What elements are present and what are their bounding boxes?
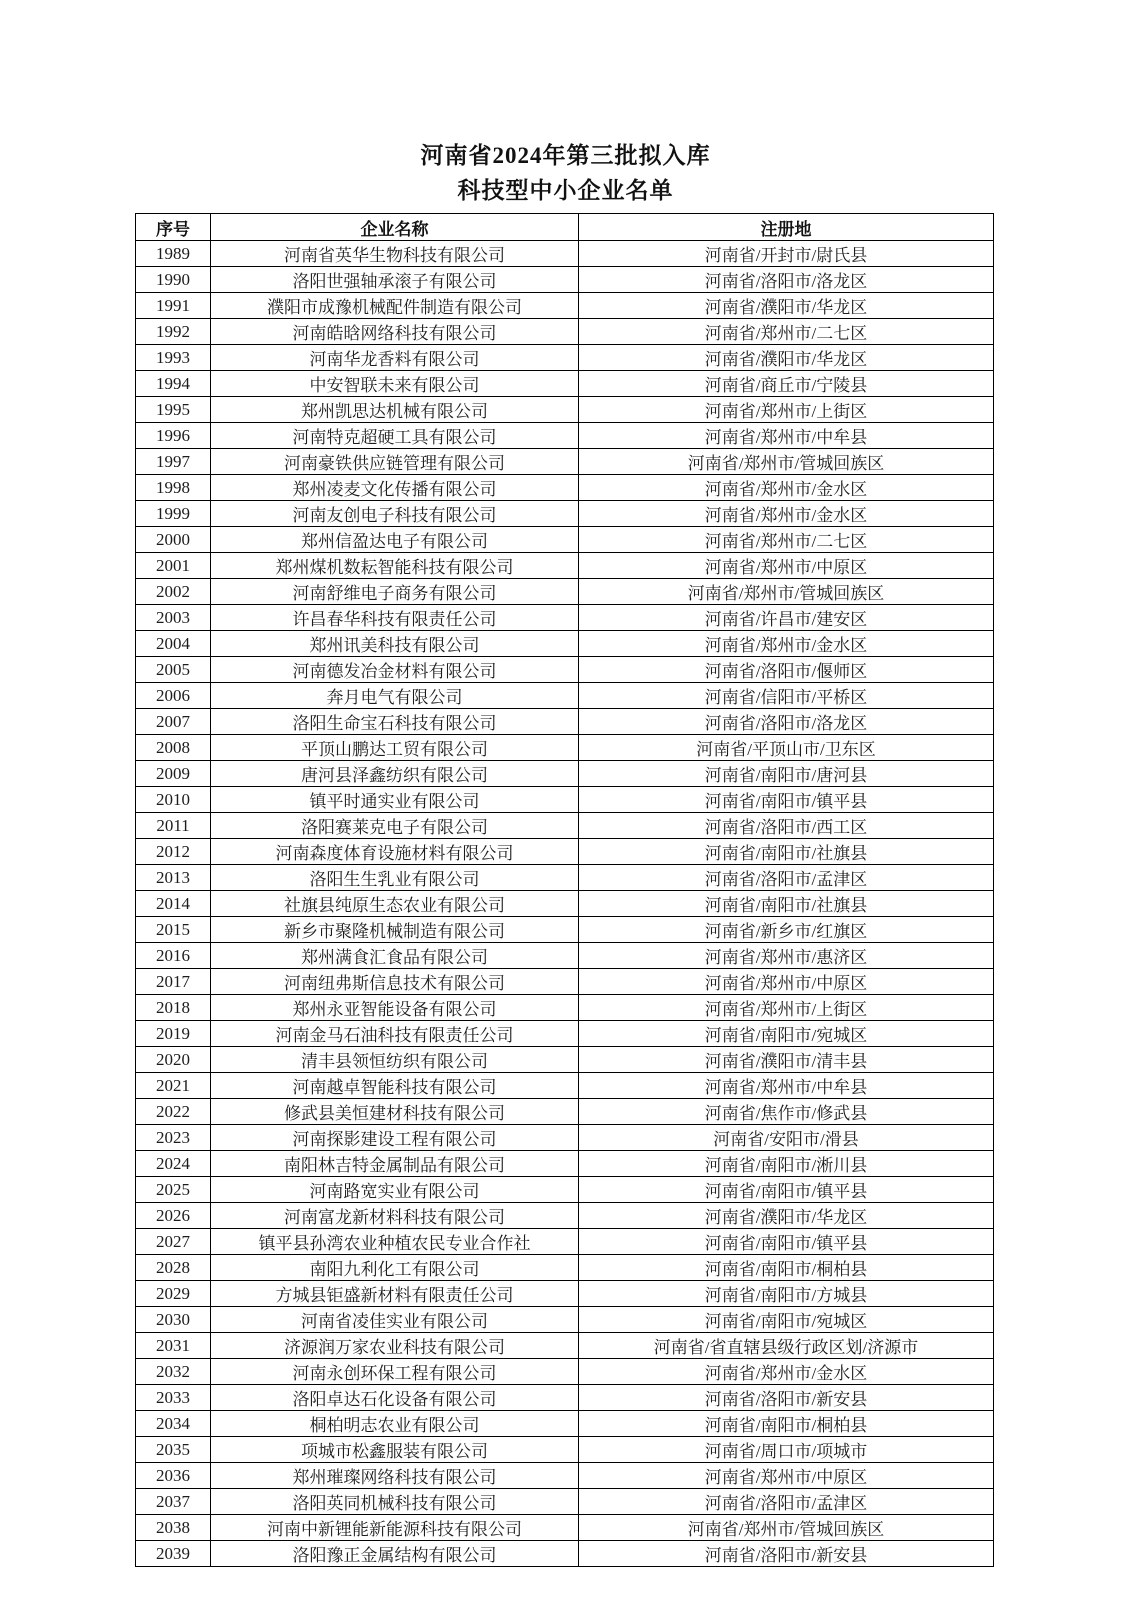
registration-place-cell: 河南省/洛阳市/洛龙区 xyxy=(579,267,994,293)
registration-place-cell: 河南省/南阳市/宛城区 xyxy=(579,1021,994,1047)
table-row xyxy=(136,475,994,501)
company-name-cell: 社旗县纯原生态农业有限公司 xyxy=(211,891,579,917)
registration-place-cell: 河南省/平顶山市/卫东区 xyxy=(579,735,994,761)
serial-cell: 1995 xyxy=(136,397,211,423)
serial-cell: 2003 xyxy=(136,605,211,631)
serial-cell: 2027 xyxy=(136,1229,211,1255)
serial-cell: 1994 xyxy=(136,371,211,397)
table-row xyxy=(136,553,994,579)
table-row xyxy=(136,1307,994,1333)
company-name-cell: 河南永创环保工程有限公司 xyxy=(211,1359,579,1385)
registration-place-cell: 河南省/郑州市/金水区 xyxy=(579,1359,994,1385)
table-header xyxy=(136,214,994,241)
company-name-cell: 方城县钜盛新材料有限责任公司 xyxy=(211,1281,579,1307)
serial-cell: 2033 xyxy=(136,1385,211,1411)
serial-cell: 2019 xyxy=(136,1021,211,1047)
company-name-cell: 河南德发冶金材料有限公司 xyxy=(211,657,579,683)
company-name-cell: 洛阳英同机械科技有限公司 xyxy=(211,1489,579,1515)
registration-place-cell: 河南省/南阳市/方城县 xyxy=(579,1281,994,1307)
registration-place-cell: 河南省/濮阳市/华龙区 xyxy=(579,293,994,319)
registration-place-cell: 河南省/郑州市/金水区 xyxy=(579,501,994,527)
title-line-1: 河南省2024年第三批拟入库 xyxy=(420,143,711,168)
company-name-cell: 河南路宽实业有限公司 xyxy=(211,1177,579,1203)
registration-place-cell: 河南省/郑州市/中牟县 xyxy=(579,423,994,449)
serial-cell: 2011 xyxy=(136,813,211,839)
table-row xyxy=(136,787,994,813)
registration-place-cell: 河南省/南阳市/社旗县 xyxy=(579,839,994,865)
table-row xyxy=(136,1125,994,1151)
table-row xyxy=(136,423,994,449)
registration-place-cell: 河南省/南阳市/桐柏县 xyxy=(579,1411,994,1437)
company-name-cell: 河南探影建设工程有限公司 xyxy=(211,1125,579,1151)
company-name-cell: 河南森度体育设施材料有限公司 xyxy=(211,839,579,865)
company-name-cell: 河南中新锂能新能源科技有限公司 xyxy=(211,1515,579,1541)
table-row xyxy=(136,501,994,527)
enterprise-table xyxy=(135,213,994,1567)
company-name-cell: 河南皓晗网络科技有限公司 xyxy=(211,319,579,345)
table-row xyxy=(136,527,994,553)
company-name-cell: 镇平县孙湾农业种植农民专业合作社 xyxy=(211,1229,579,1255)
table-row xyxy=(136,761,994,787)
serial-cell: 1992 xyxy=(136,319,211,345)
company-name-cell: 清丰县领恒纺织有限公司 xyxy=(211,1047,579,1073)
serial-cell: 1989 xyxy=(136,241,211,267)
serial-cell: 2021 xyxy=(136,1073,211,1099)
registration-place-cell: 河南省/开封市/尉氏县 xyxy=(579,241,994,267)
table-row xyxy=(136,1177,994,1203)
serial-cell: 2006 xyxy=(136,683,211,709)
serial-cell: 1999 xyxy=(136,501,211,527)
company-name-cell: 河南省凌佳实业有限公司 xyxy=(211,1307,579,1333)
company-name-cell: 中安智联未来有限公司 xyxy=(211,371,579,397)
serial-cell: 2035 xyxy=(136,1437,211,1463)
serial-cell: 2028 xyxy=(136,1255,211,1281)
table-row xyxy=(136,579,994,605)
table-row xyxy=(136,397,994,423)
table-row xyxy=(136,345,994,371)
registration-place-cell: 河南省/郑州市/管城回族区 xyxy=(579,579,994,605)
serial-cell: 2037 xyxy=(136,1489,211,1515)
company-name-cell: 南阳林吉特金属制品有限公司 xyxy=(211,1151,579,1177)
table-row xyxy=(136,839,994,865)
registration-place-cell: 河南省/南阳市/社旗县 xyxy=(579,891,994,917)
registration-place-cell: 河南省/洛阳市/洛龙区 xyxy=(579,709,994,735)
serial-cell: 2001 xyxy=(136,553,211,579)
registration-place-cell: 河南省/南阳市/镇平县 xyxy=(579,787,994,813)
serial-cell: 2018 xyxy=(136,995,211,1021)
registration-place-cell: 河南省/洛阳市/新安县 xyxy=(579,1541,994,1567)
table-row xyxy=(136,917,994,943)
company-name-cell: 许昌春华科技有限责任公司 xyxy=(211,605,579,631)
serial-cell: 2002 xyxy=(136,579,211,605)
company-name-cell: 郑州煤机数耘智能科技有限公司 xyxy=(211,553,579,579)
table-row xyxy=(136,1437,994,1463)
registration-place-cell: 河南省/郑州市/惠济区 xyxy=(579,943,994,969)
serial-cell: 2039 xyxy=(136,1541,211,1567)
company-name-cell: 河南纽弗斯信息技术有限公司 xyxy=(211,969,579,995)
serial-cell: 2009 xyxy=(136,761,211,787)
company-name-cell: 河南金马石油科技有限责任公司 xyxy=(211,1021,579,1047)
table-row xyxy=(136,1489,994,1515)
serial-cell: 2030 xyxy=(136,1307,211,1333)
table-row xyxy=(136,1255,994,1281)
serial-cell: 2029 xyxy=(136,1281,211,1307)
serial-cell: 2016 xyxy=(136,943,211,969)
company-name-cell: 奔月电气有限公司 xyxy=(211,683,579,709)
company-name-cell: 河南富龙新材料科技有限公司 xyxy=(211,1203,579,1229)
registration-place-cell: 河南省/郑州市/中原区 xyxy=(579,1463,994,1489)
company-name-cell: 郑州璀璨网络科技有限公司 xyxy=(211,1463,579,1489)
table-row xyxy=(136,813,994,839)
company-name-cell: 洛阳世强轴承滚子有限公司 xyxy=(211,267,579,293)
company-name-cell: 濮阳市成豫机械配件制造有限公司 xyxy=(211,293,579,319)
table-row xyxy=(136,371,994,397)
registration-place-cell: 河南省/郑州市/二七区 xyxy=(579,319,994,345)
serial-cell: 2038 xyxy=(136,1515,211,1541)
registration-place-cell: 河南省/省直辖县级行政区划/济源市 xyxy=(579,1333,994,1359)
table-row xyxy=(136,1515,994,1541)
serial-cell: 1990 xyxy=(136,267,211,293)
table-row xyxy=(136,1099,994,1125)
company-name-cell: 郑州永亚智能设备有限公司 xyxy=(211,995,579,1021)
company-name-cell: 河南豪铁供应链管理有限公司 xyxy=(211,449,579,475)
registration-place-cell: 河南省/郑州市/管城回族区 xyxy=(579,1515,994,1541)
serial-cell: 1997 xyxy=(136,449,211,475)
registration-place-cell: 河南省/商丘市/宁陵县 xyxy=(579,371,994,397)
company-name-cell: 修武县美恒建材科技有限公司 xyxy=(211,1099,579,1125)
serial-cell: 1998 xyxy=(136,475,211,501)
header-registration-place: 注册地 xyxy=(579,214,994,241)
company-name-cell: 桐柏明志农业有限公司 xyxy=(211,1411,579,1437)
table-row xyxy=(136,631,994,657)
registration-place-cell: 河南省/南阳市/宛城区 xyxy=(579,1307,994,1333)
table-row xyxy=(136,1281,994,1307)
serial-cell: 2005 xyxy=(136,657,211,683)
company-name-cell: 新乡市聚隆机械制造有限公司 xyxy=(211,917,579,943)
table-row xyxy=(136,865,994,891)
serial-cell: 2010 xyxy=(136,787,211,813)
serial-cell: 2022 xyxy=(136,1099,211,1125)
registration-place-cell: 河南省/许昌市/建安区 xyxy=(579,605,994,631)
serial-cell: 2015 xyxy=(136,917,211,943)
serial-cell: 2031 xyxy=(136,1333,211,1359)
serial-cell: 1993 xyxy=(136,345,211,371)
serial-cell: 1996 xyxy=(136,423,211,449)
header-serial: 序号 xyxy=(136,214,211,241)
table-row xyxy=(136,293,994,319)
serial-cell: 2034 xyxy=(136,1411,211,1437)
registration-place-cell: 河南省/郑州市/二七区 xyxy=(579,527,994,553)
serial-cell: 2008 xyxy=(136,735,211,761)
company-name-cell: 河南友创电子科技有限公司 xyxy=(211,501,579,527)
company-name-cell: 郑州满食汇食品有限公司 xyxy=(211,943,579,969)
table-row xyxy=(136,319,994,345)
registration-place-cell: 河南省/郑州市/中原区 xyxy=(579,553,994,579)
registration-place-cell: 河南省/郑州市/金水区 xyxy=(579,475,994,501)
registration-place-cell: 河南省/郑州市/金水区 xyxy=(579,631,994,657)
company-name-cell: 平顶山鹏达工贸有限公司 xyxy=(211,735,579,761)
registration-place-cell: 河南省/洛阳市/新安县 xyxy=(579,1385,994,1411)
header-company-name: 企业名称 xyxy=(211,214,579,241)
serial-cell: 2036 xyxy=(136,1463,211,1489)
serial-cell: 2017 xyxy=(136,969,211,995)
table-row xyxy=(136,1463,994,1489)
serial-cell: 2000 xyxy=(136,527,211,553)
company-name-cell: 河南省英华生物科技有限公司 xyxy=(211,241,579,267)
table-row xyxy=(136,1385,994,1411)
registration-place-cell: 河南省/南阳市/淅川县 xyxy=(579,1151,994,1177)
company-name-cell: 洛阳生命宝石科技有限公司 xyxy=(211,709,579,735)
company-name-cell: 镇平时通实业有限公司 xyxy=(211,787,579,813)
table-row xyxy=(136,943,994,969)
table-row xyxy=(136,995,994,1021)
serial-cell: 2024 xyxy=(136,1151,211,1177)
table-row xyxy=(136,735,994,761)
registration-place-cell: 河南省/郑州市/管城回族区 xyxy=(579,449,994,475)
serial-cell: 2014 xyxy=(136,891,211,917)
registration-place-cell: 河南省/信阳市/平桥区 xyxy=(579,683,994,709)
table-row xyxy=(136,1229,994,1255)
company-name-cell: 济源润万家农业科技有限公司 xyxy=(211,1333,579,1359)
company-name-cell: 唐河县泽鑫纺织有限公司 xyxy=(211,761,579,787)
registration-place-cell: 河南省/洛阳市/孟津区 xyxy=(579,865,994,891)
table-row xyxy=(136,891,994,917)
registration-place-cell: 河南省/郑州市/上街区 xyxy=(579,397,994,423)
table-row xyxy=(136,1541,994,1567)
serial-cell: 2032 xyxy=(136,1359,211,1385)
company-name-cell: 河南特克超硬工具有限公司 xyxy=(211,423,579,449)
company-name-cell: 河南华龙香料有限公司 xyxy=(211,345,579,371)
registration-place-cell: 河南省/周口市/项城市 xyxy=(579,1437,994,1463)
table-row xyxy=(136,657,994,683)
table-row xyxy=(136,1021,994,1047)
registration-place-cell: 河南省/南阳市/唐河县 xyxy=(579,761,994,787)
serial-cell: 2012 xyxy=(136,839,211,865)
registration-place-cell: 河南省/濮阳市/华龙区 xyxy=(579,1203,994,1229)
table-row xyxy=(136,709,994,735)
table-row xyxy=(136,449,994,475)
registration-place-cell: 河南省/濮阳市/清丰县 xyxy=(579,1047,994,1073)
serial-cell: 2007 xyxy=(136,709,211,735)
registration-place-cell: 河南省/洛阳市/西工区 xyxy=(579,813,994,839)
header-row xyxy=(136,214,994,241)
serial-cell: 1991 xyxy=(136,293,211,319)
table-body xyxy=(136,241,994,1567)
table-row xyxy=(136,1359,994,1385)
table-row xyxy=(136,1333,994,1359)
registration-place-cell: 河南省/南阳市/桐柏县 xyxy=(579,1255,994,1281)
registration-place-cell: 河南省/南阳市/镇平县 xyxy=(579,1177,994,1203)
serial-cell: 2013 xyxy=(136,865,211,891)
company-name-cell: 洛阳豫正金属结构有限公司 xyxy=(211,1541,579,1567)
table-row xyxy=(136,1151,994,1177)
table-row xyxy=(136,241,994,267)
table-row xyxy=(136,969,994,995)
company-name-cell: 洛阳生生乳业有限公司 xyxy=(211,865,579,891)
registration-place-cell: 河南省/南阳市/镇平县 xyxy=(579,1229,994,1255)
serial-cell: 2025 xyxy=(136,1177,211,1203)
registration-place-cell: 河南省/郑州市/上街区 xyxy=(579,995,994,1021)
title-line-2: 科技型中小企业名单 xyxy=(457,178,674,203)
company-name-cell: 郑州信盈达电子有限公司 xyxy=(211,527,579,553)
company-name-cell: 洛阳赛莱克电子有限公司 xyxy=(211,813,579,839)
company-name-cell: 郑州凌麦文化传播有限公司 xyxy=(211,475,579,501)
registration-place-cell: 河南省/郑州市/中原区 xyxy=(579,969,994,995)
serial-cell: 2023 xyxy=(136,1125,211,1151)
document-title xyxy=(0,0,1131,208)
table-row xyxy=(136,1073,994,1099)
serial-cell: 2020 xyxy=(136,1047,211,1073)
table-row xyxy=(136,683,994,709)
serial-cell: 2004 xyxy=(136,631,211,657)
table-row xyxy=(136,1203,994,1229)
registration-place-cell: 河南省/濮阳市/华龙区 xyxy=(579,345,994,371)
serial-cell: 2026 xyxy=(136,1203,211,1229)
company-name-cell: 洛阳卓达石化设备有限公司 xyxy=(211,1385,579,1411)
registration-place-cell: 河南省/郑州市/中牟县 xyxy=(579,1073,994,1099)
company-name-cell: 郑州讯美科技有限公司 xyxy=(211,631,579,657)
table-row xyxy=(136,1411,994,1437)
registration-place-cell: 河南省/洛阳市/偃师区 xyxy=(579,657,994,683)
company-name-cell: 河南越卓智能科技有限公司 xyxy=(211,1073,579,1099)
company-name-cell: 项城市松鑫服装有限公司 xyxy=(211,1437,579,1463)
registration-place-cell: 河南省/洛阳市/孟津区 xyxy=(579,1489,994,1515)
company-name-cell: 河南舒维电子商务有限公司 xyxy=(211,579,579,605)
table-row xyxy=(136,267,994,293)
registration-place-cell: 河南省/新乡市/红旗区 xyxy=(579,917,994,943)
registration-place-cell: 河南省/焦作市/修武县 xyxy=(579,1099,994,1125)
company-name-cell: 南阳九利化工有限公司 xyxy=(211,1255,579,1281)
table-row xyxy=(136,605,994,631)
table-row xyxy=(136,1047,994,1073)
registration-place-cell: 河南省/安阳市/滑县 xyxy=(579,1125,994,1151)
company-name-cell: 郑州凯思达机械有限公司 xyxy=(211,397,579,423)
